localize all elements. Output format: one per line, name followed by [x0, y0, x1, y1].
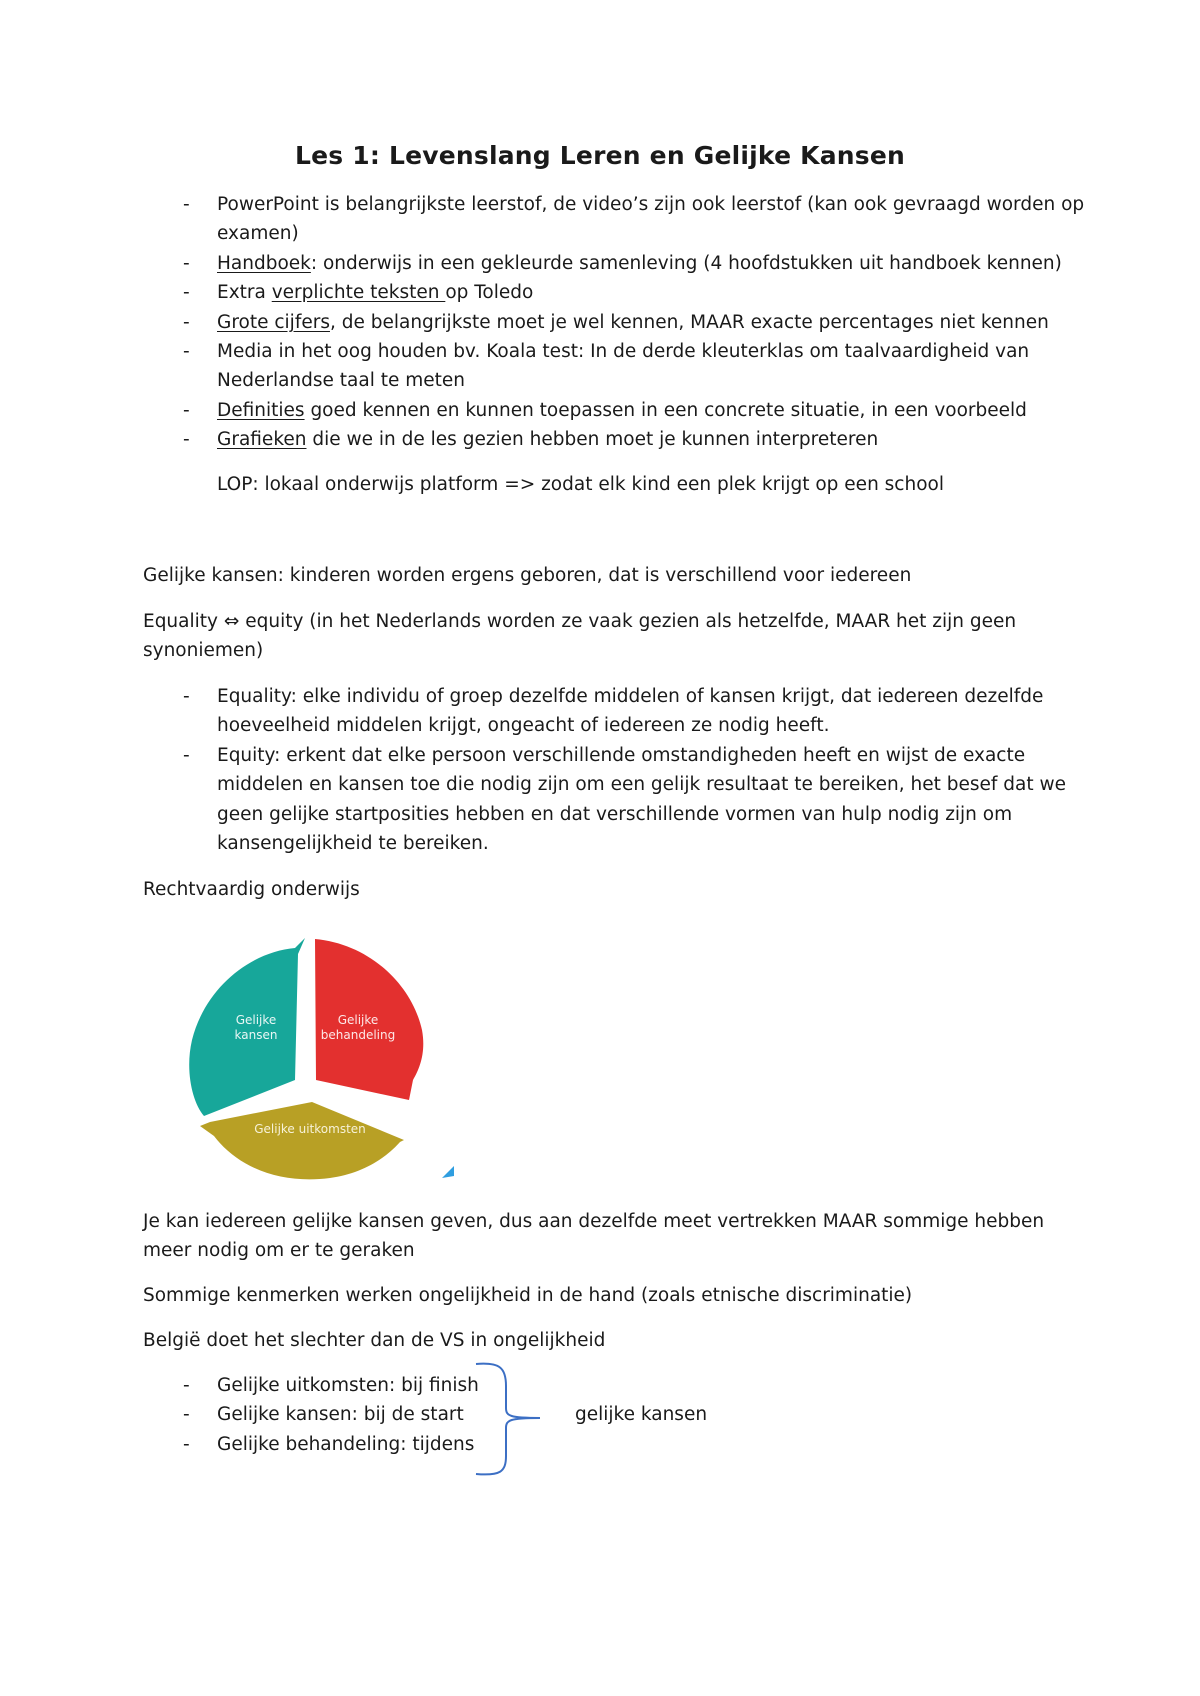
equality-cycle-diagram [180, 930, 460, 1190]
underlined-term: Grote cijfers [217, 312, 330, 333]
paragraph-rechtvaardig: Rechtvaardig onderwijs [143, 879, 360, 900]
underlined-term: Definities [217, 400, 305, 421]
paragraph-gelijke-kansen: Gelijke kansen: kinderen worden ergens geboren, dat is verschillend voor iedereen [143, 565, 912, 586]
underlined-term: Grafieken [217, 429, 307, 450]
segment-label-behandeling-2: behandeling [320, 1028, 396, 1042]
segment-label-behandeling-1: Gelijke [337, 1013, 379, 1027]
underlined-term: Handboek [217, 253, 311, 274]
paragraph-je-kan: Je kan iedereen gelijke kansen geven, dus aan dezelfde meet vertrekken MAAR sommige hebben [143, 1211, 1045, 1232]
segment-label-uitkomsten: Gelijke uitkomsten [254, 1122, 366, 1136]
curly-brace [470, 1360, 540, 1480]
cycle-arrow-marker [442, 1166, 454, 1178]
paragraph-equality-equity: Equality ⇔ equity (in het Nederlands worden ze vaak gezien als hetzelfde, MAAR het zijn geen [143, 611, 1017, 632]
paragraph-je-kan-cont: meer nodig om er te geraken [143, 1240, 415, 1261]
paragraph-equality-equity-cont: synoniemen) [143, 640, 264, 661]
paragraph-belgie: België doet het slechter dan de VS in ongelijkheid [143, 1330, 606, 1351]
cycle-segment-gelijke-kansen [189, 938, 305, 1116]
segment-label-kansen-1: Gelijke [235, 1013, 277, 1027]
brace-label: gelijke kansen [575, 1404, 708, 1425]
segment-label-kansen-2: kansen [234, 1028, 278, 1042]
page-title: Les 1: Levenslang Leren en Gelijke Kansen [294, 141, 906, 170]
cycle-segment-gelijke-uitkomsten [200, 1102, 404, 1179]
lop-note: LOP: lokaal onderwijs platform => zodat elk kind een plek krijgt op een school [217, 474, 944, 495]
underlined-term: verplichte teksten [271, 282, 446, 303]
paragraph-kenmerken: Sommige kenmerken werken ongelijkheid in de hand (zoals etnische discriminatie) [143, 1285, 913, 1306]
